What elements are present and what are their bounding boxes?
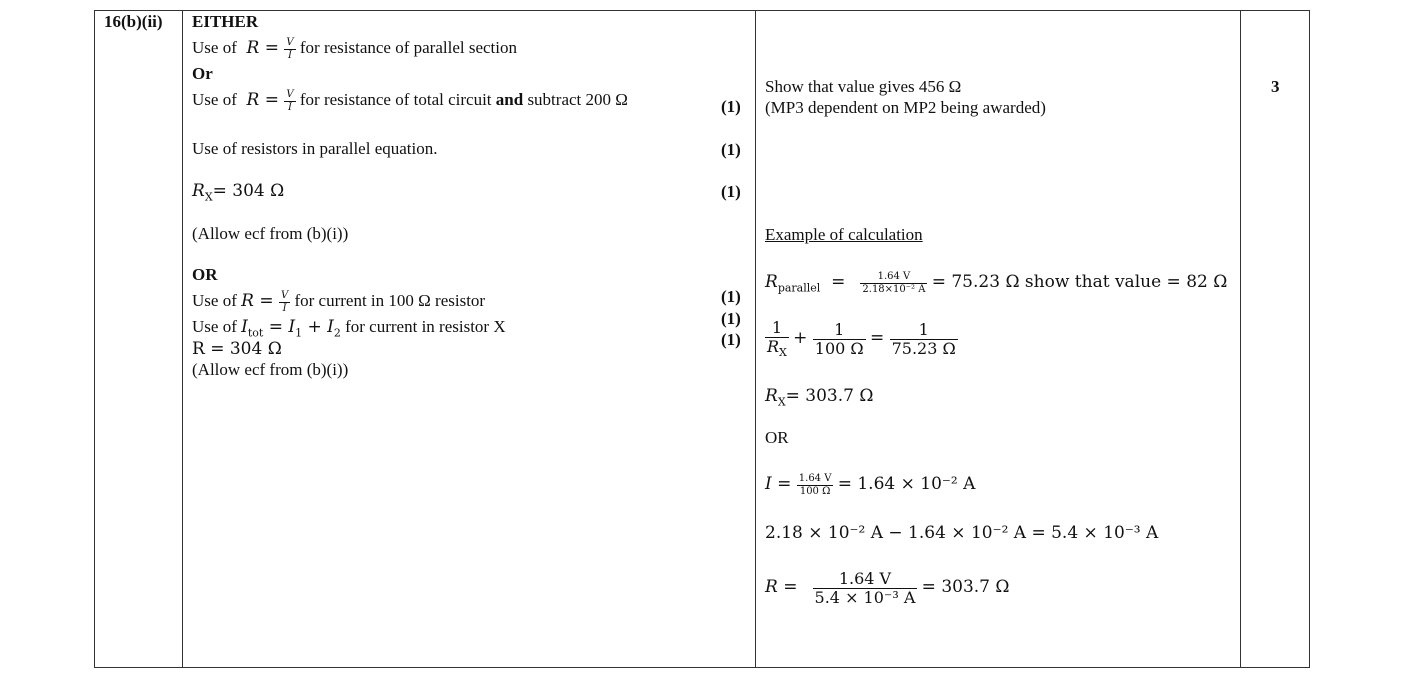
- fraction-numerator: 1: [765, 320, 789, 338]
- final-r-result: = 303.7 Ω: [921, 577, 1010, 597]
- or2-heading: OR: [192, 265, 218, 284]
- either-heading: EITHER: [192, 12, 259, 31]
- line-suffix: for resistance of parallel section: [299, 38, 517, 57]
- line-prefix: Use of: [192, 38, 237, 57]
- fraction-denominator: 100 Ω: [814, 338, 864, 358]
- or-heading: Or: [192, 64, 213, 83]
- mark: (1): [721, 140, 741, 159]
- line-suffix: for resistance of total circuit: [299, 90, 492, 109]
- fraction-numerator: 1: [890, 322, 958, 340]
- column-divider: [1240, 11, 1241, 667]
- answer-line-2: Use of R = $\frac{V}{I}$ for resistance of total circuit and subtract 200 Ω: [192, 88, 628, 113]
- fraction-denominator: 100 Ω: [799, 485, 831, 497]
- answer-line-3: Use of R = $\frac{V}{I}$ for current in 100 Ω resistor: [192, 289, 486, 314]
- mark: (1): [721, 287, 741, 306]
- mark: (1): [721, 182, 741, 201]
- and-keyword: and: [495, 90, 524, 109]
- or-label: OR: [765, 428, 789, 447]
- rx-calc: = 303.7 Ω: [785, 386, 874, 406]
- column-divider: [755, 11, 756, 667]
- line-subtract: subtract 200 Ω: [527, 90, 628, 109]
- fraction-numerator: 1.64 V: [798, 472, 832, 484]
- fraction-denominator: 75.23 Ω: [891, 338, 956, 358]
- example-heading: Example of calculation: [765, 225, 923, 244]
- line-suffix: for current in 100 Ω resistor: [294, 291, 486, 310]
- parallel-equation-line: Use of resistors in parallel equation.: [192, 139, 438, 158]
- subtraction-line: 2.18 × 10⁻² A − 1.64 × 10⁻² A = 5.4 × 10⁻³ A: [765, 523, 1159, 543]
- current-result: = 1.64 × 10⁻² A: [837, 474, 976, 494]
- line-prefix: Use of: [192, 317, 237, 336]
- mark: (1): [721, 330, 741, 349]
- line-prefix: Use of: [192, 90, 237, 109]
- current-calc: I = $\frac{1.64 V}{100 \Omega}$ = 1.64 × 10⁻² A: [765, 472, 976, 497]
- fraction-denominator: 2.18×10⁻² A: [862, 283, 926, 295]
- fraction-numerator: 1.64 V: [860, 272, 927, 284]
- fraction-numerator: 1: [813, 322, 866, 340]
- line-prefix: Use of: [192, 291, 237, 310]
- allow-ecf-line-2: (Allow ecf from (b)(i)): [192, 360, 349, 379]
- rx-result-line: $R_X= 304$ Ω: [192, 181, 285, 204]
- answer-line-1: Use of R = $\frac{V}{I}$ for resistance of parallel section: [192, 36, 517, 61]
- line-suffix: for current in resistor X: [345, 317, 506, 336]
- rparallel-calc: $R_{parallel}$ = $\frac{1.64 V}{\text{2.18×10⁻² A}}$ = 75.23 Ω show that value = 82 Ω: [765, 270, 1228, 295]
- r-result-line: R = 304 Ω: [192, 339, 282, 359]
- mark: (1): [721, 97, 741, 116]
- rx-result: = 304 Ω: [212, 181, 285, 201]
- parallel-reciprocal-eq: $\frac{1}{R_X}$ + $\frac{1}{100 \Omega}$ = $\frac{1}{75.23 \Omega}$: [767, 318, 956, 360]
- question-number: 16(b)(ii): [104, 12, 163, 31]
- mark: (1): [721, 309, 741, 328]
- allow-ecf-line: (Allow ecf from (b)(i)): [192, 224, 349, 243]
- show-that-note: Show that value gives 456 Ω: [765, 77, 962, 96]
- fraction-denominator: 5.4 × 10⁻³ A: [814, 587, 916, 607]
- column-divider: [182, 11, 183, 667]
- rparallel-result: = 75.23 Ω show that value = 82 Ω: [931, 272, 1228, 292]
- answer-line-4: Use of $I_{tot} = I_1 + I_2$ for current in resistor X: [192, 317, 506, 340]
- fraction-numerator: 1.64 V: [813, 571, 918, 589]
- mp3-note: (MP3 dependent on MP2 being awarded): [765, 98, 1046, 117]
- rx-calc-line: $R_X= 303.7$ Ω: [765, 386, 874, 409]
- final-r-calc: R = $\frac{1.64 V}{\text{5.4 × 10⁻³ A}}$ = 303.7 Ω: [765, 568, 1010, 607]
- total-marks: 3: [1271, 77, 1280, 96]
